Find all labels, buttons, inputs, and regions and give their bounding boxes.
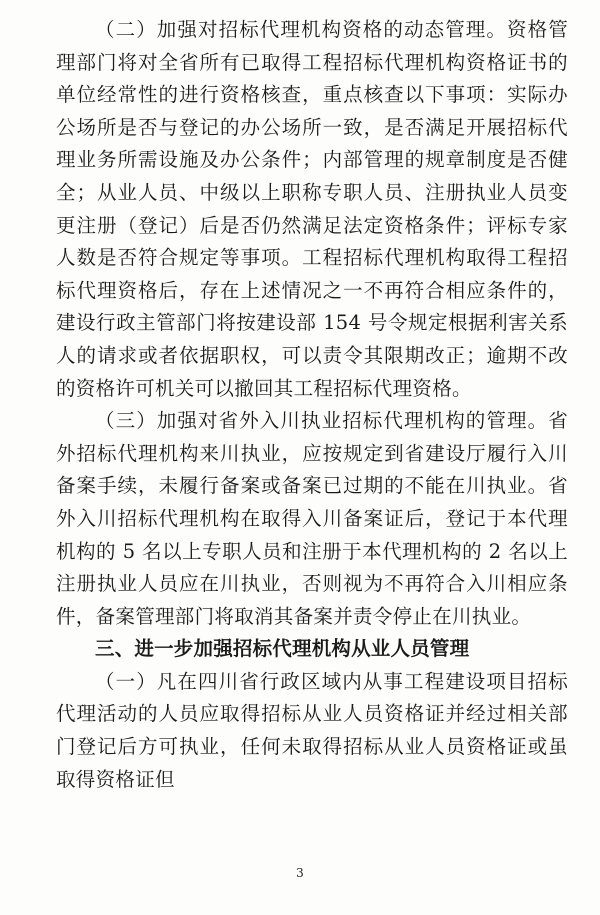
paragraph-practitioner-certification: （一）凡在四川省行政区域内从事工程建设项目招标代理活动的人员应取得招标从业人员资格证并经过相关部门登记后方可执业，任何未取得招标从业人员资格证或虽取得资格证但	[56, 669, 568, 791]
paragraph-qualification-dynamic-management: （二）加强对招标代理机构资格的动态管理。资格管理部门将对全省所有已取得工程招标代理机构资格证书的单位经常性的进行资格核查，重点核查以下事项：实际办公场所是否与登记的办公场所一致，是否满足开展招标代理业务所需设施及办公条件；内部管理的规章制度是否健全；从业人员、中级以上职称专职人员、注册执业人员变更注册（登记）后是否仍然满足法定资格条件；评标专家人数是否符合规定等事项。工程招标代理机构取得工程招标代理资格后，存在上述情况之一不再符合相应条件的，建设行政主管部门将按建设部 154 号令规定根据利害关系人的请求或者依据职权，可以责令其限期改正；逾期不改的资格许可机关可以撤回其工程招标代理资格。	[56, 18, 568, 400]
page-number: 3	[296, 866, 304, 880]
section-heading-practitioner-management: 三、进一步加强招标代理机构从业人员管理	[95, 637, 470, 661]
document-body	[56, 14, 568, 796]
paragraph-out-of-province-agencies: （三）加强对省外入川执业招标代理机构的管理。省外招标代理机构来川执业，应按规定到省建设厅履行入川备案手续，未履行备案或备案已过期的不能在川执业。省外入川招标代理机构在取得入川备案证后，登记于本代理机构的 5 名以上专职人员和注册于本代理机构的 2 名以上注册执业人员应在川执业，否则视为不再符合入川相应条件，备案管理部门将取消其备案并责令停止在川执业。	[56, 409, 568, 628]
